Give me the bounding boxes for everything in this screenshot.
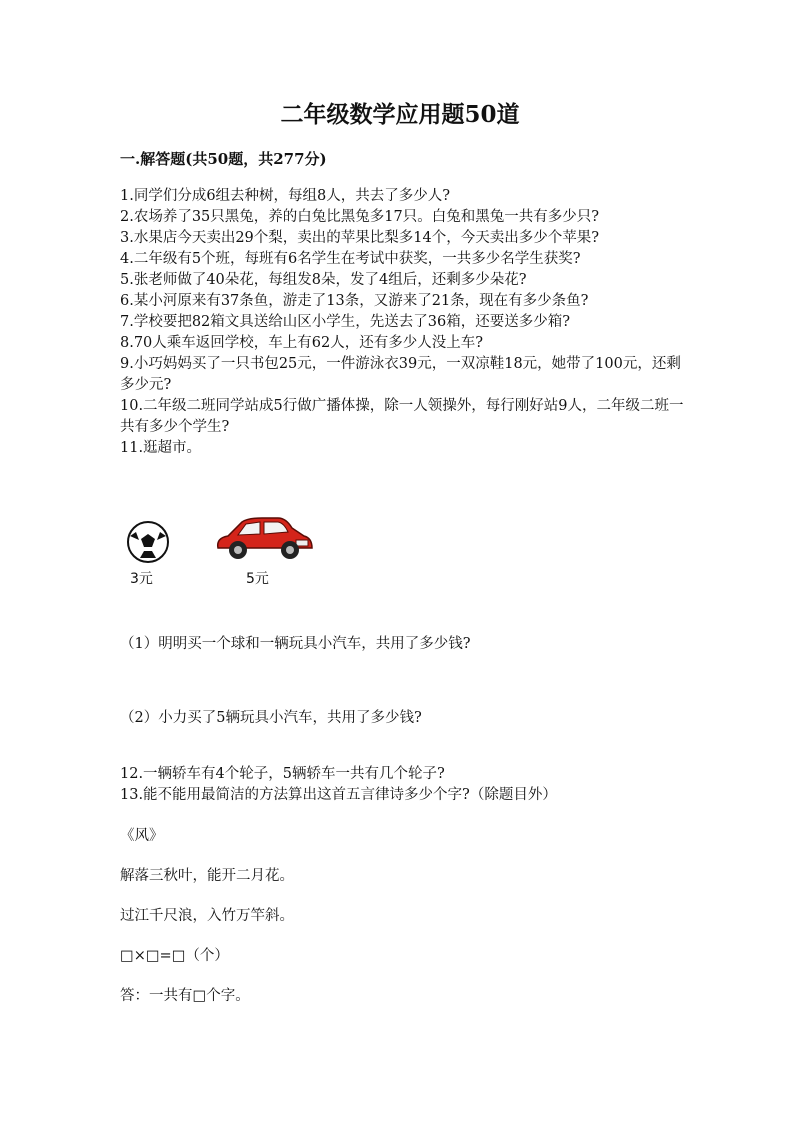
question-12: 12.一辆轿车有4个轮子，5辆轿车一共有几个轮子? (120, 766, 445, 782)
question-9: 9.小巧妈妈买了一只书包25元，一件游泳衣39元，一双凉鞋18元，她带了100元，还剩多少元? (120, 356, 681, 393)
toy-car-icon (212, 514, 316, 564)
section-heading: 一.解答题(共50题，共277分) (120, 150, 327, 168)
shopping-figure (122, 512, 322, 592)
question-list (120, 186, 690, 459)
soccer-ball-icon (126, 520, 170, 564)
question-3: 3.水果店今天卖出29个梨，卖出的苹果比梨多14个，今天卖出多少个苹果? (120, 230, 600, 246)
subquestion-2: （2）小力买了5辆玩具小汽车，共用了多少钱? (120, 710, 422, 726)
question-1: 1.同学们分成6组去种树，每组8人，共去了多少人? (120, 188, 451, 204)
question-4: 4.二年级有5个班，每班有6名学生在考试中获奖，一共多少名学生获奖? (120, 251, 581, 267)
question-list-b (120, 764, 690, 806)
ball-price: 3元 (130, 571, 153, 587)
question-6: 6.某小河原来有37条鱼，游走了13条，又游来了21条，现在有多少条鱼? (120, 293, 589, 309)
question-13: 13.能不能用最简洁的方法算出这首五言律诗多少个字?（除题目外） (120, 787, 557, 803)
question-11: 11.逛超市。 (120, 440, 202, 456)
question-5: 5.张老师做了40朵花，每组发8朵，发了4组后，还剩多少朵花? (120, 272, 527, 288)
page-title: 二年级数学应用题50道 (280, 101, 520, 128)
question-10: 10.二年级二班同学站成5行做广播体操，除一人领操外，每行刚好站9人，二年级二班一共有多少个学生? (120, 398, 684, 435)
poem-line-2: 过江千尺浪，入竹万竿斜。 (120, 908, 294, 924)
question-7: 7.学校要把82箱文具送给山区小学生，先送去了36箱，还要送多少箱? (120, 314, 571, 330)
subquestion-1: （1）明明买一个球和一辆玩具小汽车，共用了多少钱? (120, 636, 471, 652)
poem-title: 《风》 (120, 828, 164, 844)
question-2: 2.农场养了35只黑兔，养的白兔比黑兔多17只。白兔和黑兔一共有多少只? (120, 209, 600, 225)
answer-line: 答：一共有□个字。 (120, 988, 250, 1004)
car-price: 5元 (246, 571, 269, 587)
formula: □×□=□（个） (120, 948, 229, 964)
poem-line-1: 解落三秋叶，能开二月花。 (120, 868, 294, 884)
question-8: 8.70人乘车返回学校，车上有62人，还有多少人没上车? (120, 335, 484, 351)
